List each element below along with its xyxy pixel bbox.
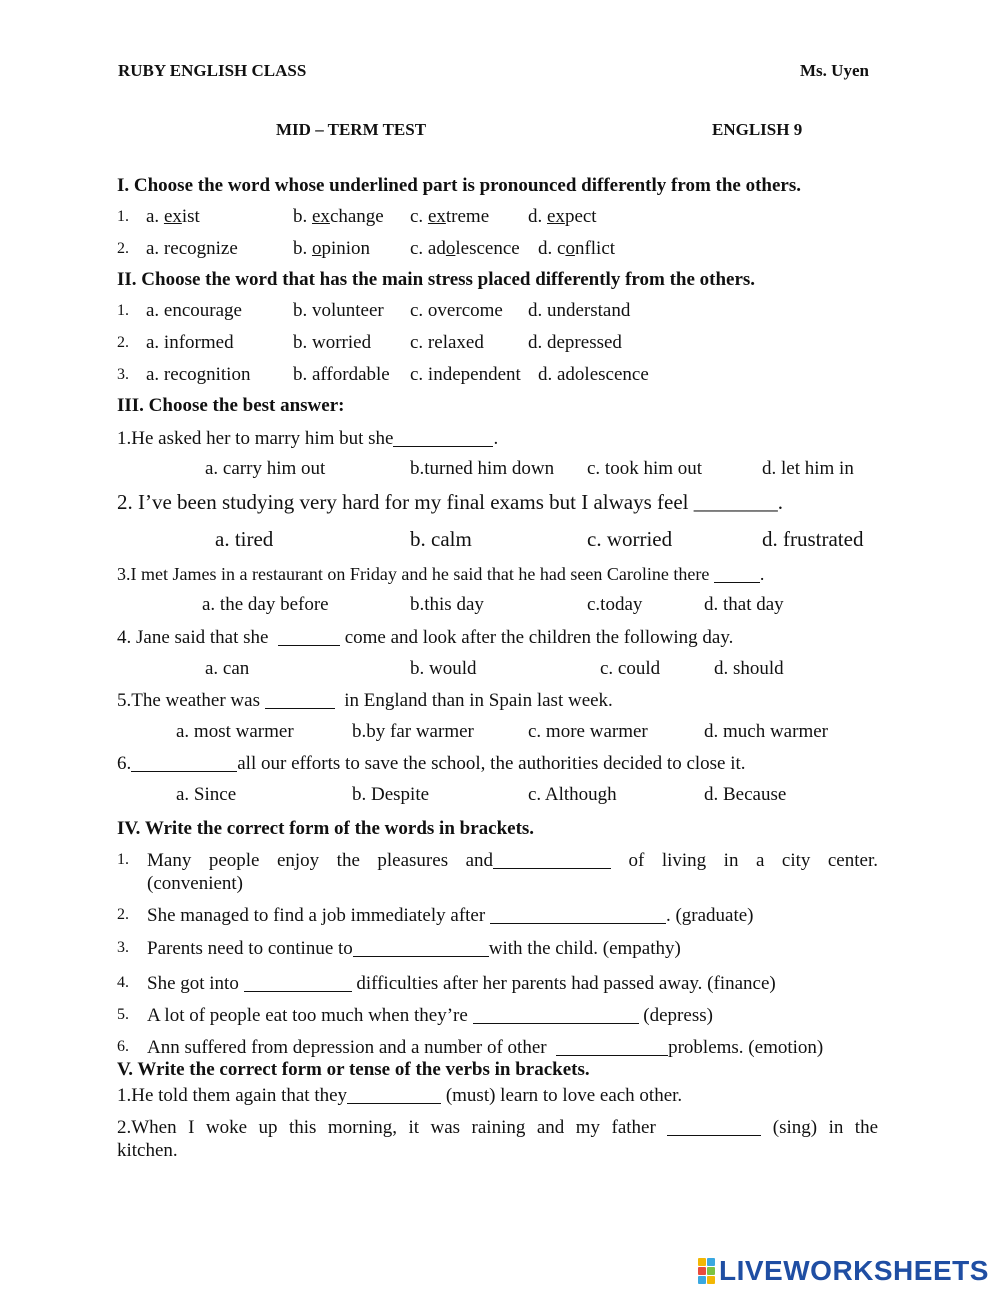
question-line: 2.When I woke up this morning, it was raining and my father (sing) in the xyxy=(117,1117,879,1138)
option-c[interactable]: c. more warmer xyxy=(528,721,648,742)
option-a[interactable]: a. encourage xyxy=(146,300,242,321)
option-b[interactable]: b. volunteer xyxy=(293,300,384,321)
logo-blocks-icon xyxy=(698,1258,715,1284)
question-line: Ann suffered from depression and a number of other problems. (emotion) xyxy=(147,1037,824,1058)
option-b[interactable]: b. would xyxy=(410,658,477,679)
option-b[interactable]: b.turned him down xyxy=(410,458,555,479)
option-d[interactable]: d. much warmer xyxy=(704,721,828,742)
option-d[interactable]: d. let him in xyxy=(762,458,854,479)
word-hint: (convenient) xyxy=(147,873,244,894)
option-c[interactable]: c.today xyxy=(587,594,643,615)
question-line: She managed to find a job immediately after . (graduate) xyxy=(147,905,754,926)
answer-blank[interactable] xyxy=(714,564,760,583)
answer-blank[interactable] xyxy=(131,752,237,772)
option-c[interactable]: c. overcome xyxy=(410,300,503,321)
option-a[interactable]: a. informed xyxy=(146,332,234,353)
section-2-title: II. Choose the word that has the main stress placed differently from the others. xyxy=(117,269,756,290)
section-3-title: III. Choose the best answer: xyxy=(117,395,345,416)
option-b[interactable]: b. worried xyxy=(293,332,372,353)
option-a[interactable]: a. recognize xyxy=(146,238,238,259)
question-stem: 2. I’ve been studying very hard for my final exams but I always feel ________. xyxy=(117,490,783,514)
teacher-name: Ms. Uyen xyxy=(800,61,869,80)
option-a[interactable]: a. the day before xyxy=(202,594,329,615)
option-b[interactable]: b. exchange xyxy=(293,206,384,227)
option-d[interactable]: d. adolescence xyxy=(538,364,649,385)
option-d[interactable]: d. conflict xyxy=(538,238,616,259)
option-c[interactable]: c. extreme xyxy=(410,206,490,227)
option-d[interactable]: d. frustrated xyxy=(762,527,864,551)
answer-blank[interactable] xyxy=(556,1036,668,1056)
option-a[interactable]: a. can xyxy=(205,658,250,679)
answer-blank[interactable] xyxy=(278,626,340,646)
option-c[interactable]: c. independent xyxy=(410,364,521,385)
question-stem: 4. Jane said that she come and look after the children the following day. xyxy=(117,627,734,648)
option-b[interactable]: b. opinion xyxy=(293,238,371,259)
option-c[interactable]: c. Although xyxy=(528,784,617,805)
test-title: MID – TERM TEST xyxy=(276,120,427,139)
subject-title: ENGLISH 9 xyxy=(712,120,803,139)
option-a[interactable]: a. exist xyxy=(146,206,200,227)
section-4-title: IV. Write the correct form of the words in brackets. xyxy=(117,818,535,839)
answer-blank[interactable] xyxy=(265,689,335,709)
question-line: A lot of people eat too much when they’re (depress) xyxy=(147,1005,713,1026)
liveworksheets-logo xyxy=(698,1256,989,1286)
option-d[interactable]: d. should xyxy=(714,658,784,679)
answer-blank[interactable] xyxy=(490,904,666,924)
section-5-title: V. Write the correct form or tense of the verbs in brackets. xyxy=(117,1059,590,1080)
question-line: Parents need to continue to with the child. (empathy) xyxy=(147,938,681,959)
option-a[interactable]: a. Since xyxy=(176,784,237,805)
option-d[interactable]: d. understand xyxy=(528,300,631,321)
question-stem: 3.I met James in a restaurant on Friday and he said that he had seen Caroline there . xyxy=(117,564,765,584)
option-d[interactable]: d. expect xyxy=(528,206,597,227)
answer-blank[interactable] xyxy=(473,1004,639,1024)
question-line: Many people enjoy the pleasures and of living in a city center. xyxy=(147,850,878,871)
option-b[interactable]: b.by far warmer xyxy=(352,721,474,742)
question-stem: 1.He asked her to marry him but she . xyxy=(117,428,499,449)
question-stem: 5.The weather was in England than in Spain last week. xyxy=(117,690,613,711)
option-b[interactable]: b.this day xyxy=(410,594,484,615)
answer-blank[interactable] xyxy=(347,1084,441,1104)
question-line: 1.He told them again that they (must) learn to love each other. xyxy=(117,1085,683,1106)
option-a[interactable]: a. recognition xyxy=(146,364,251,385)
option-c[interactable]: c. took him out xyxy=(587,458,703,479)
option-a[interactable]: a. tired xyxy=(215,527,274,551)
option-b[interactable]: b. Despite xyxy=(352,784,430,805)
school-name: RUBY ENGLISH CLASS xyxy=(118,61,307,80)
option-c[interactable]: c. could xyxy=(600,658,661,679)
option-d[interactable]: d. that day xyxy=(704,594,784,615)
question-stem: 6. all our efforts to save the school, the authorities decided to close it. xyxy=(117,753,746,774)
option-d[interactable]: d. Because xyxy=(704,784,787,805)
answer-blank[interactable] xyxy=(353,937,489,957)
option-d[interactable]: d. depressed xyxy=(528,332,622,353)
question-line: She got into difficulties after her parents had passed away. (finance) xyxy=(147,973,776,994)
section-1-title: I. Choose the word whose underlined part is pronounced differently from the others. xyxy=(117,175,802,196)
option-a[interactable]: a. carry him out xyxy=(205,458,326,479)
option-c[interactable]: c. adolescence xyxy=(410,238,520,259)
option-c[interactable]: c. relaxed xyxy=(410,332,484,353)
question-line-continued: kitchen. xyxy=(117,1140,178,1161)
logo-text: LIVEWORKSHEETS xyxy=(719,1255,989,1286)
answer-blank[interactable] xyxy=(244,972,352,992)
answer-blank[interactable] xyxy=(393,427,493,447)
answer-blank[interactable] xyxy=(667,1116,761,1136)
option-b[interactable]: b. affordable xyxy=(293,364,390,385)
option-b[interactable]: b. calm xyxy=(410,527,472,551)
option-a[interactable]: a. most warmer xyxy=(176,721,294,742)
option-c[interactable]: c. worried xyxy=(587,527,673,551)
answer-blank[interactable] xyxy=(493,849,611,869)
